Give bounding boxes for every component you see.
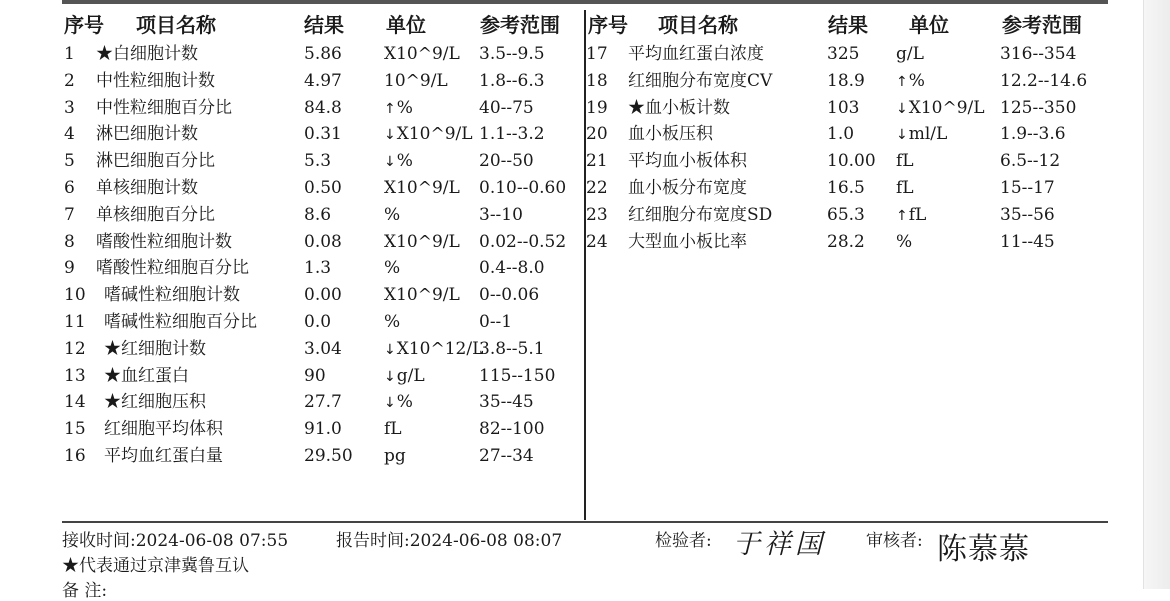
item-name: ★血红蛋白 [104,365,189,386]
unit: ml/L [908,124,948,145]
result-value: 27.7 [304,392,342,413]
mutual-recognition-note: ★代表通过京津冀鲁互认 [62,556,249,576]
row-index: 24 [586,231,608,252]
result-value: 18.9 [827,70,865,91]
reference-range: 15--17 [1000,177,1055,198]
row-index: 3 [64,97,75,118]
row-index: 18 [586,70,608,91]
result-value: 1.3 [304,258,332,279]
row-index: 23 [586,204,608,225]
low-flag-icon: ↓ [384,154,396,171]
row-index: 16 [64,445,86,466]
item-name: 大型血小板比率 [628,231,747,252]
row-index: 10 [64,285,86,306]
header-unit: 单位 [909,13,949,37]
result-value: 0.0 [304,311,332,332]
item-name: 嗜酸性粒细胞计数 [96,231,232,252]
row-index: 1 [64,44,75,64]
result-value: 28.2 [827,231,865,252]
item-name: 平均血红蛋白浓度 [628,44,764,64]
item-name: 红细胞分布宽度SD [628,204,773,225]
unit: fL [896,177,914,198]
row-index: 19 [586,97,608,118]
row-index: 13 [64,365,86,386]
row-index: 15 [64,419,86,440]
reference-range: 12.2--14.6 [1000,70,1088,91]
result-value: 325 [827,44,860,64]
row-index: 14 [64,392,86,413]
unit-cell [384,148,413,176]
row-index: 4 [64,124,75,145]
header-result: 结果 [828,13,868,37]
reference-range: 0--0.06 [479,285,540,306]
high-flag-icon: ↑ [896,73,908,90]
row-index: 11 [64,311,86,332]
unit-cell [896,175,914,202]
result-value: 5.86 [304,44,342,64]
row-index: 20 [586,124,608,145]
reference-range: 35--56 [1000,204,1055,225]
item-name: 单核细胞计数 [96,177,198,198]
unit: X10^9/L [384,231,460,252]
unit-cell [896,41,924,68]
row-index: 21 [586,151,608,172]
result-value: 0.08 [304,231,342,252]
unit-cell [384,229,460,256]
low-flag-icon: ↓ [384,395,396,412]
unit-cell [384,41,460,68]
unit-cell [896,202,926,230]
result-value: 0.50 [304,177,342,198]
high-flag-icon: ↑ [384,100,396,117]
reviewer-label: 审核者: [866,531,923,551]
tester-signature: 于祥国 [733,529,826,560]
reference-range: 82--100 [479,419,545,440]
unit: % [396,392,413,413]
unit-cell [896,68,925,96]
unit: fL [384,419,402,440]
page-edge [1143,0,1170,589]
item-name: 血小板分布宽度 [628,177,747,198]
result-value: 4.97 [304,70,342,91]
result-value: 1.0 [827,124,855,145]
header-item-name: 项目名称 [136,13,216,37]
unit: X10^12/L [396,338,484,359]
header-unit: 单位 [386,13,426,37]
row-index: 5 [64,151,75,172]
item-name: ★红细胞计数 [104,338,206,359]
reviewer-signature: 陈慕慕 [937,532,1030,567]
result-value: 29.50 [304,445,353,466]
unit: g/L [896,44,924,64]
row-index: 22 [586,177,608,198]
item-name: 红细胞平均体积 [104,419,223,440]
header-index: 序号 [588,13,628,37]
unit-cell [384,202,400,229]
header-item-name: 项目名称 [658,13,738,37]
unit: X10^9/L [396,124,473,145]
unit: fL [908,204,927,225]
item-name: 平均血红蛋白量 [104,445,223,466]
reference-range: 1.9--3.6 [1000,124,1066,145]
reference-range: 125--350 [1000,97,1077,118]
item-name: ★白细胞计数 [96,44,198,64]
low-flag-icon: ↓ [896,127,908,144]
unit-cell [384,255,400,282]
result-value: 3.04 [304,338,342,359]
item-name: 淋巴细胞百分比 [96,151,215,172]
result-value: 91.0 [304,419,342,440]
unit: X10^9/L [384,44,460,64]
item-name: 嗜碱性粒细胞计数 [104,285,240,306]
item-name: ★血小板计数 [628,97,730,118]
footer-rule [62,521,1108,523]
unit-cell [896,229,912,256]
item-name: 单核细胞百分比 [96,204,215,225]
row-index: 17 [586,44,608,64]
unit: % [908,70,925,91]
reference-range: 0--1 [479,311,513,332]
unit-cell [384,175,460,202]
result-value: 103 [827,97,860,118]
item-name: 红细胞分布宽度CV [628,70,773,91]
header-reference-range: 参考范围 [1002,13,1082,37]
unit: % [396,151,413,172]
result-value: 5.3 [304,151,332,172]
unit: % [384,258,401,279]
reference-range: 40--75 [479,97,534,118]
reference-range: 3.5--9.5 [479,44,545,64]
reference-range: 316--354 [1000,44,1077,64]
unit-cell [384,389,413,417]
unit-cell [384,416,402,443]
unit-cell [896,148,914,175]
reference-range: 20--50 [479,151,534,172]
unit: % [384,204,401,225]
item-name: 嗜碱性粒细胞百分比 [104,311,257,332]
tester-label: 检验者: [655,531,712,551]
reference-range: 27--34 [479,445,534,466]
reference-range: 1.1--3.2 [479,124,545,145]
unit: pg [384,445,406,466]
high-flag-icon: ↑ [896,207,908,224]
unit-cell [384,363,425,391]
unit: % [396,97,413,118]
item-name: 中性粒细胞计数 [96,70,215,91]
result-value: 16.5 [827,177,865,198]
header-reference-range: 参考范围 [480,13,560,37]
unit-cell [896,121,947,149]
low-flag-icon: ↓ [384,341,396,358]
unit-cell [384,336,483,364]
row-index: 12 [64,338,86,359]
reference-range: 6.5--12 [1000,151,1061,172]
item-name: 嗜酸性粒细胞百分比 [96,258,249,279]
unit-cell [384,282,460,309]
low-flag-icon: ↓ [896,100,908,117]
reference-range: 115--150 [479,365,556,386]
low-flag-icon: ↓ [384,368,396,385]
item-name: 血小板压积 [628,124,713,145]
unit-cell [384,309,400,336]
unit-cell [384,68,448,95]
item-name: 淋巴细胞计数 [96,124,198,145]
low-flag-icon: ↓ [384,127,396,144]
unit: g/L [396,365,425,386]
reference-range: 0.10--0.60 [479,177,567,198]
top-rule [62,0,1108,4]
unit-cell [384,95,413,123]
row-index: 6 [64,177,75,198]
received-time: 接收时间:2024-06-08 07:55 [62,531,289,551]
item-name: ★红细胞压积 [104,392,206,413]
unit-cell [384,121,473,149]
result-value: 90 [304,365,326,386]
unit: X10^9/L [908,97,985,118]
result-value: 0.31 [304,124,342,145]
unit-cell [384,443,406,470]
header-index: 序号 [64,13,104,37]
reference-range: 0.02--0.52 [479,231,567,252]
unit-cell [896,95,985,123]
reference-range: 3--10 [479,204,523,225]
unit: fL [896,151,914,172]
row-index: 7 [64,204,75,225]
item-name: 平均血小板体积 [628,151,747,172]
unit: % [896,231,913,252]
result-value: 10.00 [827,151,876,172]
result-value: 65.3 [827,204,865,225]
reference-range: 35--45 [479,392,534,413]
report-time: 报告时间:2024-06-08 08:07 [336,531,563,551]
reference-range: 1.8--6.3 [479,70,545,91]
unit: X10^9/L [384,177,460,198]
header-result: 结果 [304,13,344,37]
unit: 10^9/L [384,70,448,91]
row-index: 9 [64,258,75,279]
row-index: 2 [64,70,75,91]
reference-range: 0.4--8.0 [479,258,545,279]
unit: X10^9/L [384,285,460,306]
row-index: 8 [64,231,75,252]
result-value: 84.8 [304,97,342,118]
item-name: 中性粒细胞百分比 [96,97,232,118]
reference-range: 11--45 [1000,231,1055,252]
result-value: 8.6 [304,204,332,225]
remark-label: 备 注: [62,581,108,601]
reference-range: 3.8--5.1 [479,338,545,359]
unit: % [384,311,401,332]
result-value: 0.00 [304,285,342,306]
